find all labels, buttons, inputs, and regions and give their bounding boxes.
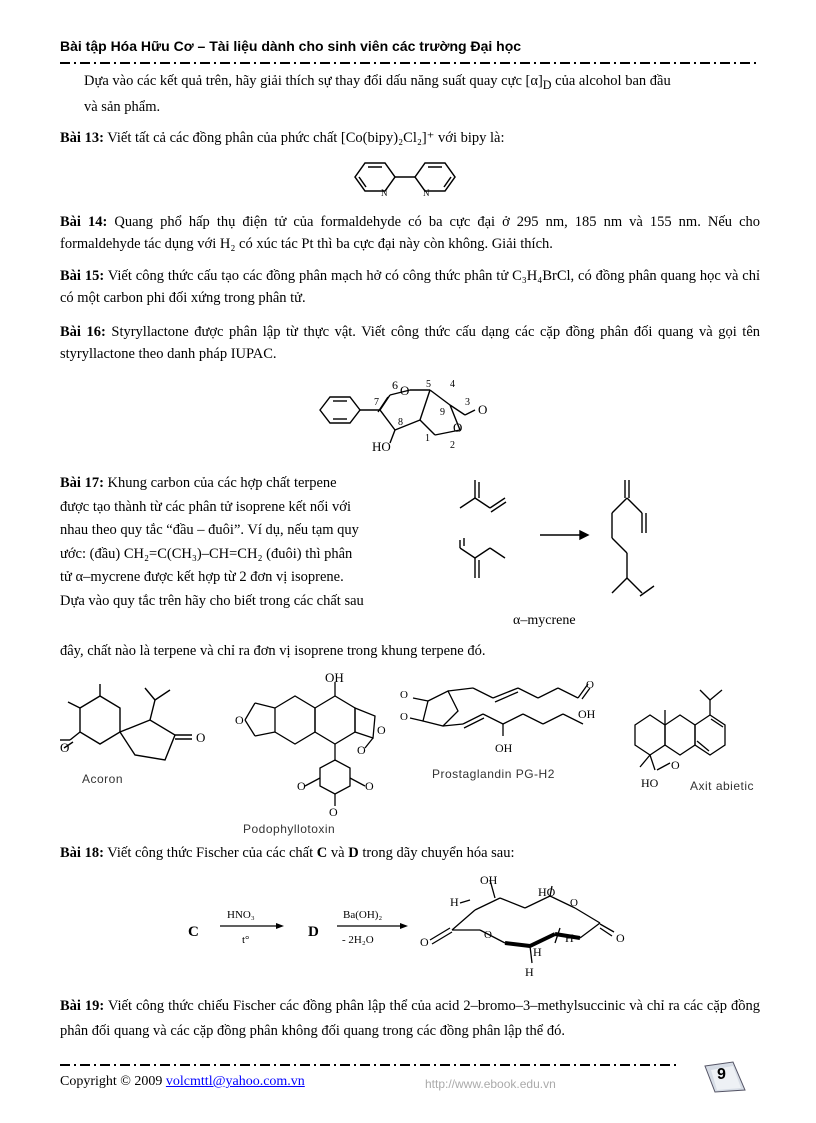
compound-c: C — [188, 924, 199, 940]
svg-text:O: O — [365, 779, 374, 793]
svg-text:H: H — [565, 931, 574, 945]
svg-text:OH: OH — [578, 707, 596, 721]
svg-text:HNO₃: HNO₃ — [227, 909, 255, 921]
svg-text:O: O — [616, 931, 625, 945]
svg-text:O: O — [196, 730, 206, 745]
svg-text:O: O — [453, 420, 463, 435]
styryllactone-structure — [310, 375, 510, 455]
prostaglandin-structure — [398, 676, 608, 761]
acoron-label: Acoron — [82, 772, 124, 786]
exercise-18: Bài 18: Viết công thức Fischer của các chất C và D trong dãy chuyển hóa sau: — [60, 845, 515, 861]
svg-text:OH: OH — [495, 741, 513, 755]
svg-text:t°: t° — [242, 934, 250, 946]
svg-text:O: O — [400, 383, 410, 398]
abietic-acid-label: Axit abietic — [690, 779, 755, 793]
svg-text:8: 8 — [398, 417, 403, 428]
footer-divider — [60, 1062, 680, 1068]
svg-text:N: N — [423, 188, 430, 198]
intro-paragraph: Dựa vào các kết quả trên, hãy giải thích sự thay đổi dấu năng suất quay cực $[\alpha]_D$ của alcohol ban đầu và sản phẩm. — [84, 73, 671, 115]
bipyridine-structure — [345, 155, 475, 200]
exercise-17: Bài 17: Khung carbon của các hợp chất terpene được tạo thành từ các phân tử isoprene kết nối với nhau theo quy tắc “đầu – đuôi”. Ví dụ, nếu tạm quy ước: (đầu) CH₂=C(CH₃)–CH=CH₂ (đuôi) thì phân tử α–mycrene được kết hợp từ 2 đơn vị isoprene. Dựa vào quy tắc trên hãy cho biết trong các chất sau — [60, 475, 364, 609]
svg-text:O: O — [478, 402, 488, 417]
svg-text:O: O — [60, 740, 70, 755]
mycrene-caption: α–mycrene — [513, 613, 576, 628]
svg-text:H: H — [533, 945, 542, 959]
svg-text:H: H — [525, 965, 534, 979]
podophyllotoxin-structure — [225, 668, 395, 818]
svg-text:3: 3 — [465, 397, 470, 408]
svg-text:4: 4 — [450, 379, 455, 390]
svg-text:HO: HO — [641, 776, 659, 790]
reaction-scheme — [180, 868, 640, 983]
header-divider — [60, 60, 760, 66]
svg-text:OH: OH — [480, 873, 498, 887]
compound-d: D — [308, 924, 319, 940]
exercise-15: Bài 15: Viết công thức cấu tạo các đồng phân mạch hở có công thức phân tử C₃H₄BrCl, có đồng phân quang học và chỉ có một carbon phi đối xứng trong phân tử. — [60, 268, 760, 306]
svg-text:5: 5 — [426, 379, 431, 390]
svg-text:O: O — [586, 679, 594, 691]
svg-text:O: O — [357, 743, 366, 757]
svg-text:O: O — [570, 897, 578, 909]
page-header-title: Bài tập Hóa Hữu Cơ – Tài liệu dành cho sinh viên các trường Đại học — [60, 38, 522, 54]
exercise-14: Bài 14: Quang phổ hấp thụ điện tử của formaldehyde có ba cực đại ở 295 nm, 185 nm và 155 nm. Nếu cho formaldehyde tác dụng với H₂ có xúc tác Pt thì ba cực đại này còn không. Giải thích. — [60, 214, 761, 252]
svg-text:HO: HO — [538, 885, 556, 899]
svg-text:- 2H₂O: - 2H₂O — [342, 934, 374, 946]
svg-text:Ba(OH)₂: Ba(OH)₂ — [343, 909, 383, 921]
exercise-17-tail: đây, chất nào là terpene và chỉ ra đơn vị isoprene trong khung terpene đó. — [60, 643, 486, 659]
svg-text:9: 9 — [440, 407, 445, 418]
svg-text:O: O — [400, 689, 408, 701]
svg-text:O: O — [329, 805, 338, 818]
exercise-16: Bài 16: Styryllactone được phân lập từ thực vật. Viết công thức cấu dạng các cặp đồng phân đối quang và gọi tên styryllactone theo danh pháp IUPAC. — [60, 324, 761, 362]
isoprene-to-mycrene-scheme — [445, 478, 675, 613]
prostaglandin-label: Prostaglandin PG-H2 — [432, 767, 555, 781]
footer-copyright: Copyright © 2009 volcmttl@yahoo.com.vn — [60, 1074, 305, 1089]
acoron-structure — [60, 680, 220, 780]
svg-text:1: 1 — [425, 433, 430, 444]
svg-text:O: O — [297, 779, 306, 793]
svg-text:HO: HO — [372, 439, 391, 454]
svg-text:O: O — [671, 758, 680, 772]
svg-text:OH: OH — [325, 670, 344, 685]
svg-text:O: O — [484, 929, 492, 941]
svg-text:6: 6 — [392, 378, 398, 392]
svg-text:N: N — [381, 188, 388, 198]
svg-text:2: 2 — [450, 440, 455, 451]
podophyllotoxin-label: Podophyllotoxin — [243, 822, 336, 836]
svg-text:O: O — [377, 723, 386, 737]
svg-text:H: H — [450, 895, 459, 909]
page-number: 9 — [717, 1066, 726, 1083]
page-number-badge — [703, 1060, 747, 1094]
footer-url[interactable]: http://www.ebook.edu.vn — [425, 1077, 556, 1091]
abietic-acid-structure — [625, 675, 775, 790]
footer-email-link[interactable]: volcmttl@yahoo.com.vn — [165, 1074, 305, 1089]
svg-text:O: O — [235, 713, 244, 727]
svg-text:7: 7 — [374, 397, 379, 408]
svg-text:O: O — [420, 935, 429, 949]
exercise-13: Bài 13: Viết tất cả các đồng phân của phức chất [Co(bipy)₂Cl₂]⁺ với bipy là: — [60, 130, 505, 146]
svg-text:O: O — [400, 711, 408, 723]
exercise-19: Bài 19: Viết công thức chiếu Fischer các đồng phân lập thể của acid 2–bromo–3–methylsuccinic và chỉ ra các cặp đồng phân đối quang và các cặp đồng phân không đối quang trong các đồng phân lập thể đó. — [60, 998, 760, 1039]
